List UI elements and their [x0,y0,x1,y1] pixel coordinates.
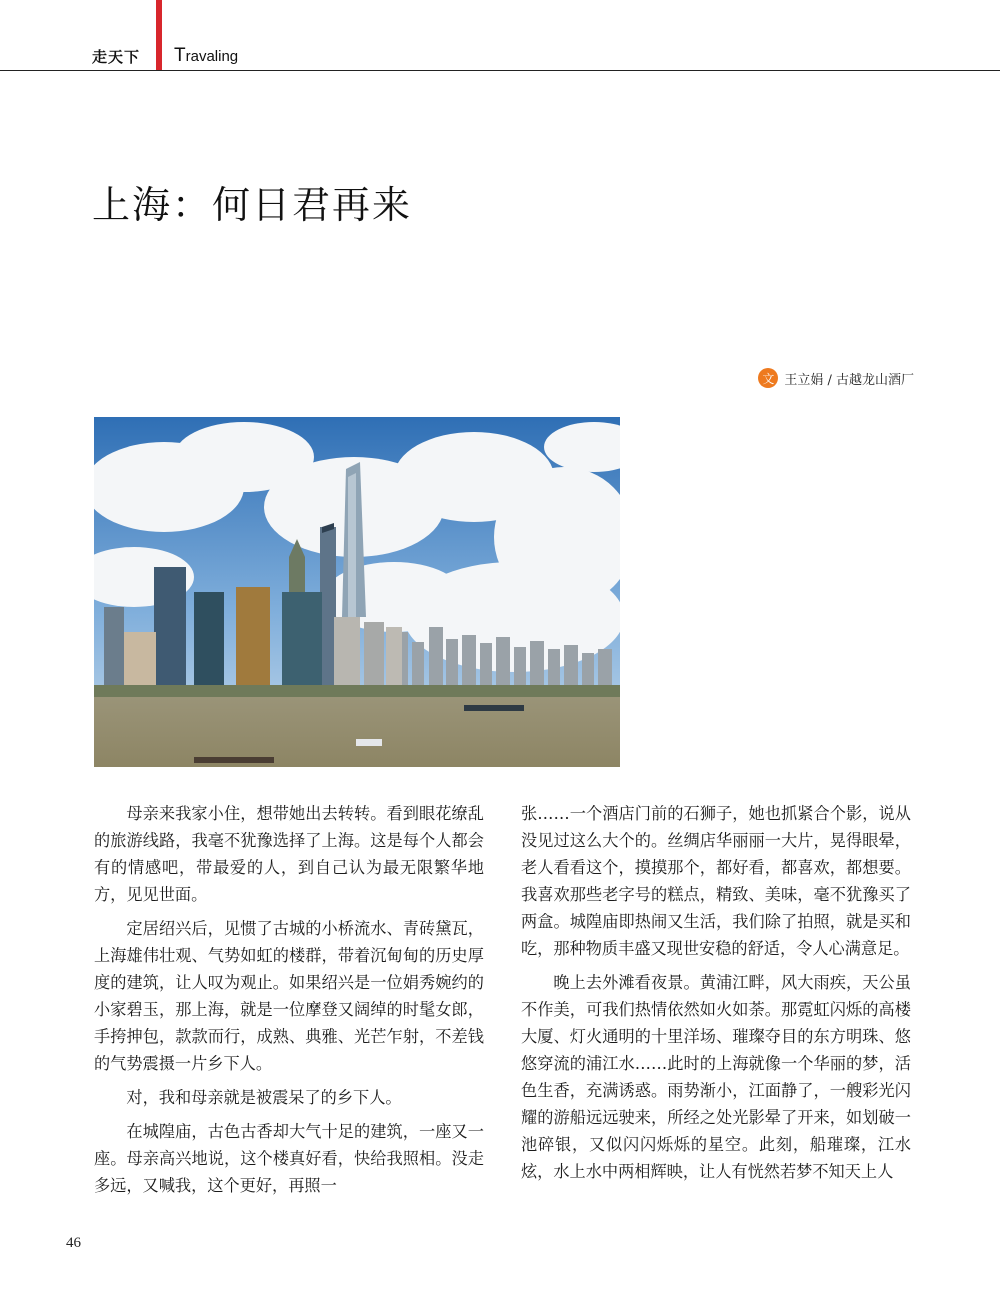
shanghai-skyline-photo [94,417,620,767]
header-rule [0,70,1000,71]
article-photo [94,417,620,767]
paragraph-continuation: 张……一个酒店门前的石狮子，她也抓紧合个影，说从没见过这么大个的。丝绸店华丽丽一大片，晃得眼晕，老人看看这个，摸摸那个，都好看，都喜欢，都想要。我喜欢那些老字号的糕点，精致、美味，毫不犹豫买了两盒。城隍庙即热闹又生活，我们除了拍照，就是买和吃，那种物质丰盛又现世安稳的舒适，令人心满意足。 [521,804,911,958]
paragraph: 在城隍庙，古色古香却大气十足的建筑，一座又一座。母亲高兴地说，这个楼真好看，快给我照相。没走多远，又喊我，这个更好，再照一 [94,1122,484,1195]
barge [194,757,274,763]
paragraph: 对，我和母亲就是被震呆了的乡下人。 [126,1088,402,1107]
paragraph: 定居绍兴后，见惯了古城的小桥流水、青砖黛瓦，上海雄伟壮观、气势如虹的楼群，带着沉甸甸的历史厚度的建筑，让人叹为观止。如果绍兴是一位娟秀婉约的小家碧玉，那上海，就是一位摩登又阔绰的时髦女郎，手挎抻包，款款而行，成熟、典雅、光芒乍射，不差钱的气势震摄一片乡下人。 [94,919,484,1073]
paragraph: 母亲来我家小住，想带她出去转转。看到眼花缭乱的旅游线路，我毫不犹豫选择了上海。这是每个人都会有的情感吧，带最爱的人，到自己认为最无限繁华地方，见见世面。 [94,804,484,904]
section-label-en [174,45,238,67]
author-badge: 文 [758,368,778,388]
text-column-left [94,800,484,1206]
byline [758,368,914,388]
author-name: 王立娟 / 古越龙山酒厂 [784,372,914,388]
ferry-boat [356,739,382,746]
paragraph: 晚上去外滩看夜景。黄浦江畔，风大雨疾，天公虽不作美，可我们热情依然如火如荼。那霓虹闪烁的高楼大厦、灯火通明的十里洋场、璀璨夺目的东方明珠、悠悠穿流的浦江水……此时的上海就像一个华丽的梦，活色生香，充满诱惑。雨势渐小，江面静了，一艘彩光闪耀的游船远远驶来，所经之处光影晕了开来，如划破一池碎银，又似闪闪烁烁的星空。此刻，船璀璨，江水炫，水上水中两相辉映，让人有恍然若梦不知天上人 [521,973,911,1181]
article-title: 上海：何日君再来 [92,183,413,227]
text-column-right [521,800,911,1192]
section-accent-bar [156,0,162,70]
section-label-en-rest: ravaling [185,48,239,65]
cargo-boat [464,705,524,711]
huangpu-river [94,697,620,767]
page-number: 46 [66,1235,81,1251]
section-label-cn: 走天下 [92,48,141,66]
section-label-en-initial: T [174,45,186,66]
